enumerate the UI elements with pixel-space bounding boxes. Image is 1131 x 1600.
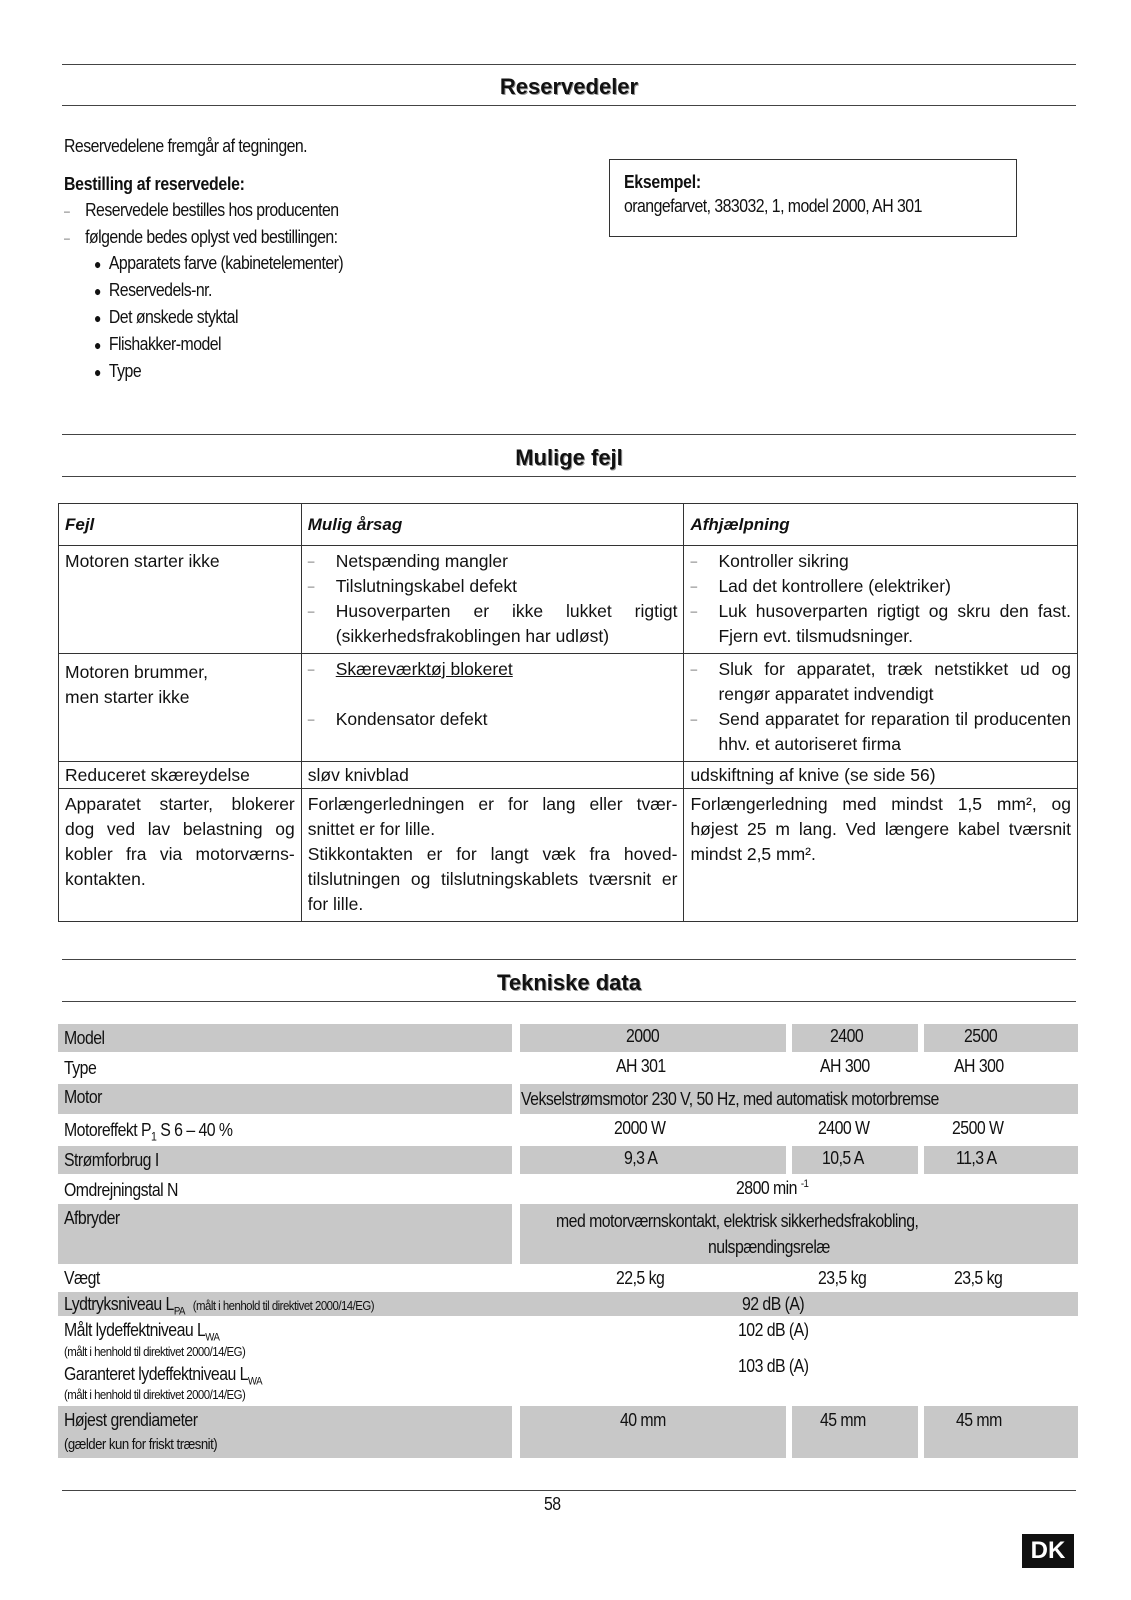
bullet-item: ● Det ønskede styktal — [93, 307, 238, 327]
motor-label: Motor — [64, 1087, 102, 1107]
current-value: 11,3 A — [956, 1148, 997, 1168]
cause-cell: Forlængerledningen er for lang eller tvær-snittet er for lille. Stikkontakten er for langt væk fra hoved-tilslutningen og tilslutningskablets tværsnit er for lille. — [301, 789, 684, 922]
cause-cell: – Skæreværktøj blokeret – Kondensator defekt — [301, 654, 684, 762]
fault-cell: Motoren starter ikke — [59, 546, 302, 654]
remedy-cell: Forlængerledning med mindst 1,5 mm², og højest 25 m lang. Ved længere kabel tværsnit mindst 2,5 mm². — [684, 789, 1078, 922]
power-value: 2500 W — [952, 1118, 1004, 1138]
diameter-value: 45 mm — [820, 1410, 866, 1430]
rpm-label: Omdrejningstal N — [64, 1180, 178, 1200]
type-value: AH 300 — [954, 1056, 1004, 1076]
remedy-cell: – Kontroller sikring – Lad det kontrollere (elektriker) – Luk husoverparten rigtigt og skru den fast. Fjern evt. tilsmudsninger. — [684, 546, 1078, 654]
divider — [62, 959, 1076, 960]
diameter-value: 40 mm — [620, 1410, 666, 1430]
current-label: Strømforbrug I — [64, 1150, 159, 1170]
type-value: AH 301 — [616, 1056, 666, 1076]
guaranteed-note: (målt i henhold til direktivet 2000/14/EG) — [64, 1387, 246, 1402]
weight-label: Vægt — [64, 1268, 100, 1288]
fault-cell: Motoren brummer, men starter ikke — [59, 654, 302, 762]
model-label: Model — [64, 1028, 105, 1048]
order-heading: Bestilling af reservedele: — [64, 174, 245, 194]
type-label: Type — [64, 1058, 97, 1078]
tech-table — [58, 1024, 1078, 1458]
footer-divider — [62, 1490, 1076, 1491]
switch-value: nulspændingsrelæ — [708, 1237, 830, 1257]
divider — [62, 105, 1076, 106]
shade-band — [924, 1024, 1078, 1052]
example-label: Eksempel: — [624, 172, 701, 192]
section-title-tech: Tekniske data — [497, 970, 641, 995]
noise-value: 92 dB (A) — [742, 1294, 805, 1314]
diameter-note: (gælder kun for friskt træsnit) — [64, 1436, 218, 1453]
table-header-row — [59, 504, 1078, 546]
bullet-item: ● Flishakker-model — [93, 334, 222, 354]
section-title-faults: Mulige fejl — [515, 445, 623, 470]
cause-cell: sløv knivblad — [301, 762, 684, 789]
measured-note: (målt i henhold til direktivet 2000/14/EG) — [64, 1344, 246, 1359]
diameter-label: Højest grendiameter — [64, 1410, 198, 1430]
dash-item: – Reservedele bestilles hos producenten — [64, 200, 339, 220]
dash-item: – følgende bedes oplyst ved bestillingen: — [64, 227, 338, 247]
guaranteed-value: 103 dB (A) — [738, 1356, 809, 1376]
rpm-value: 2800 min $^{-1}$ — [736, 1178, 809, 1198]
bullet-item: ● Type — [93, 361, 142, 381]
table-row — [59, 546, 1078, 654]
guaranteed-label: Garanteret lydeffektniveau $L_{WA}$ — [64, 1364, 263, 1388]
current-value: 10,5 A — [822, 1148, 864, 1168]
table-row — [59, 654, 1078, 762]
shade-band — [58, 1024, 512, 1052]
spare-parts-intro: Reservedelene fremgår af tegningen. — [64, 136, 308, 156]
fault-cell: Apparatet starter, blokerer dog ved lav belastning og kobler fra via motorværns-kontakten. — [59, 789, 302, 922]
shade-band — [924, 1146, 1078, 1174]
section-title-spare-parts: Reservedeler — [499, 74, 639, 99]
bullet-item: ● Apparatets farve (kabinetelementer) — [93, 253, 344, 273]
power-value: 2000 W — [614, 1118, 666, 1138]
header-fault: Fejl — [59, 504, 302, 546]
model-value: 2400 — [830, 1026, 864, 1046]
header-remedy: Afhjælpning — [684, 504, 1078, 546]
measured-label: Målt lydeffektniveau $L_{WA}$ — [64, 1320, 220, 1344]
weight-value: 23,5 kg — [954, 1268, 1003, 1288]
divider — [62, 476, 1076, 477]
switch-label: Afbryder — [64, 1208, 120, 1228]
shade-band — [58, 1204, 512, 1264]
model-value: 2500 — [964, 1026, 998, 1046]
cause-cell: – Netspænding mangler – Tilslutningskabel defekt – Husoverparten er ikke lukket rigtigt (sikkerhedsfrakoblingen har udløst) — [301, 546, 684, 654]
example-text: orangefarvet, 383032, 1, model 2000, AH 301 — [624, 196, 922, 216]
example-box — [609, 159, 1017, 237]
divider — [62, 1001, 1076, 1002]
language-badge: DK — [1022, 1534, 1074, 1568]
remedy-cell: – Sluk for apparatet, træk netstikket ud og rengør apparatet indvendigt – Send apparatet for reparation til producenten hhv. et autoriseret firma — [684, 654, 1078, 762]
power-label: Motoreffekt $P_1$ S 6 – 40 % — [64, 1120, 233, 1144]
measured-value: 102 dB (A) — [738, 1320, 809, 1340]
current-value: 9,3 A — [624, 1148, 658, 1168]
shade-band — [58, 1084, 512, 1114]
power-value: 2400 W — [818, 1118, 870, 1138]
divider — [62, 64, 1076, 65]
motor-value: Vekselstrømsmotor 230 V, 50 Hz, med automatisk motorbremse — [521, 1089, 939, 1109]
divider — [62, 434, 1076, 435]
switch-value: med motorværnskontakt, elektrisk sikkerhedsfrakobling, — [556, 1211, 919, 1231]
fault-cell: Reduceret skæreydelse — [59, 762, 302, 789]
model-value: 2000 — [626, 1026, 660, 1046]
header-cause: Mulig årsag — [301, 504, 684, 546]
type-value: AH 300 — [820, 1056, 870, 1076]
noise-label: Lydtryksniveau $L_{PA}$ (målt i henhold til direktivet 2000/14/EG) — [64, 1294, 375, 1318]
weight-value: 23,5 kg — [818, 1268, 867, 1288]
remedy-cell: udskiftning af knive (se side 56) — [684, 762, 1078, 789]
bullet-item: ● Reservedels-nr. — [93, 280, 212, 300]
faults-table — [58, 503, 1078, 922]
weight-value: 22,5 kg — [616, 1268, 665, 1288]
diameter-value: 45 mm — [956, 1410, 1002, 1430]
table-row — [59, 762, 1078, 789]
table-row — [59, 789, 1078, 922]
page-number: 58 — [544, 1494, 561, 1514]
